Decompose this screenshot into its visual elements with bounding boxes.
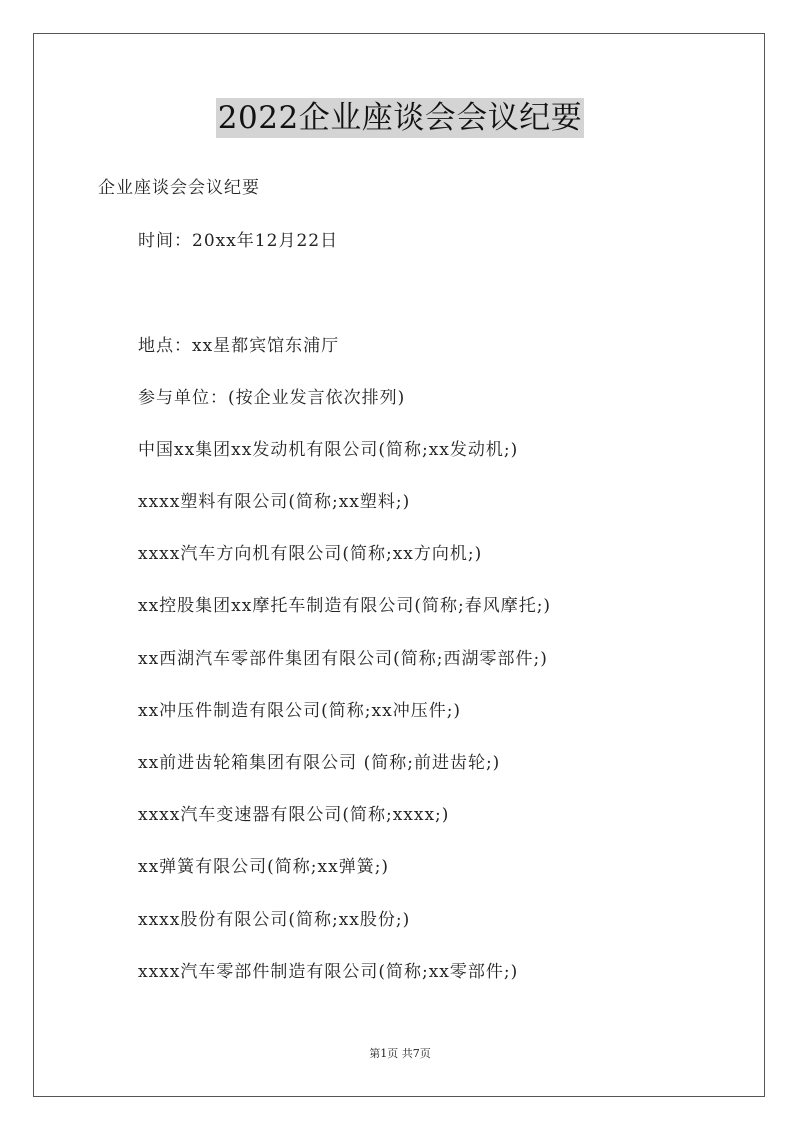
participant-item: xxxx汽车变速器有限公司(简称;xxxx;) [138,805,450,825]
meeting-time: 时间：20xx年12月22日 [138,231,339,251]
participant-item: xx西湖汽车零部件集团有限公司(简称;西湖零部件;) [138,649,548,669]
meeting-location: 地点：xx星都宾馆东浦厅 [138,336,340,356]
participant-item: xx弹簧有限公司(简称;xx弹簧;) [138,857,390,877]
participant-item: xx冲压件制造有限公司(简称;xx冲压件;) [138,701,462,721]
participant-item: xx控股集团xx摩托车制造有限公司(简称;春风摩托;) [138,596,552,616]
participant-item: xxxx股份有限公司(简称;xx股份;) [138,910,411,930]
participant-item: xx前进齿轮箱集团有限公司 (简称;前进齿轮;) [138,753,501,773]
title-container [0,98,800,138]
participant-item: xxxx汽车零部件制造有限公司(简称;xx零部件;) [138,962,519,982]
participant-item: xxxx汽车方向机有限公司(简称;xx方向机;) [138,544,483,564]
participant-item: 中国xx集团xx发动机有限公司(简称;xx发动机;) [138,440,519,460]
participant-item: xxxx塑料有限公司(简称;xx塑料;) [138,492,411,512]
page-footer: 第1页 共7页 [369,1047,431,1060]
participants-heading: 参与单位：(按企业发言依次排列) [138,388,406,408]
document-title: 2022企业座谈会会议纪要 [217,100,583,136]
document-subtitle: 企业座谈会会议纪要 [98,178,260,198]
